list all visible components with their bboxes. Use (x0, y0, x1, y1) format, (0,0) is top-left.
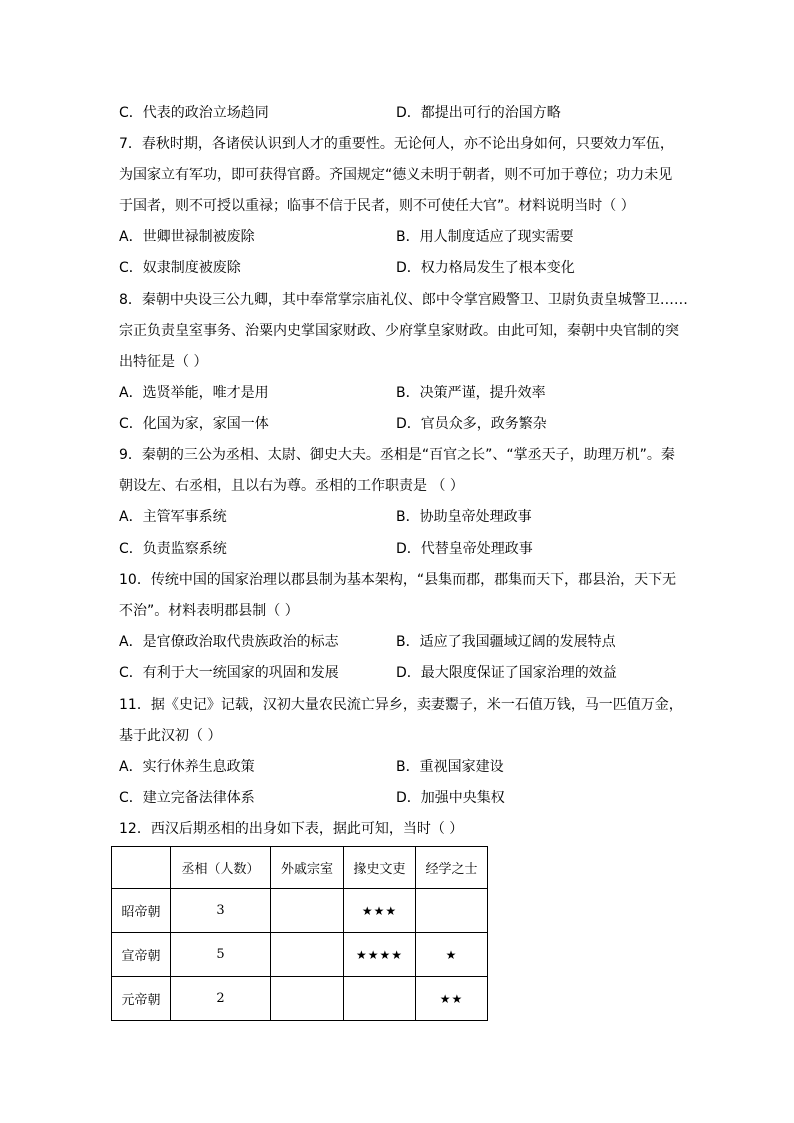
q9-option-d: D．代替皇帝处理政事 (396, 541, 533, 557)
q8-option-a: A．选贤举能，唯才是用 (119, 385, 269, 401)
q11-stem-line-2: 基于此汉初（ ） (119, 728, 222, 744)
table-cell-reign: 元帝朝 (112, 977, 171, 1021)
q9-stem-line-2: 朝设左、右丞相，且以右为尊。丞相的工作职责是 （ ） (119, 478, 464, 494)
q7-option-a: A．世卿世禄制被废除 (119, 229, 255, 245)
table-header-cell: 丞相（人数） (171, 847, 271, 889)
table-cell-stars (416, 889, 488, 933)
q9-option-a: A．主管军事系统 (119, 509, 227, 525)
table-row (112, 889, 488, 933)
table-row (112, 977, 488, 1021)
table-cell (271, 977, 344, 1021)
q7-option-b: B．用人制度适应了现实需要 (396, 229, 574, 245)
q12-stem: 12．西汉后期丞相的出身如下表，据此可知，当时（ ） (119, 821, 464, 837)
q11-option-b: B．重视国家建设 (396, 759, 504, 775)
table-row (112, 933, 488, 977)
table-cell-count: 2 (171, 977, 271, 1021)
table-cell-count: 3 (171, 889, 271, 933)
q7-option-d: D．权力格局发生了根本变化 (396, 260, 575, 276)
q11-stem-line-1: 11．据《史记》记载，汉初大量农民流亡异乡，卖妻鬻子，米一石值万钱，马一匹值万金， (119, 697, 683, 713)
table-header-cell: 外戚宗室 (271, 847, 344, 889)
q8-option-b: B．决策严谨，提升效率 (396, 385, 546, 401)
q6-option-c: C．代表的政治立场趋同 (119, 105, 269, 121)
table-cell-stars: ★★★★ (344, 933, 416, 977)
table-header-row (112, 847, 488, 889)
q7-stem-line-1: 7．春秋时期，各诸侯认识到人才的重要性。无论何人，亦不论出身如何，只要效力军伍， (119, 136, 674, 152)
q11-option-a: A．实行休养生息政策 (119, 759, 255, 775)
q11-option-c: C．建立完备法律体系 (119, 790, 255, 806)
q9-option-b: B．协助皇帝处理政事 (396, 509, 532, 525)
q8-stem-line-2: 宗正负责皇室事务、治粟内史掌国家财政、少府掌皇家财政。由此可知，秦朝中央官制的突 (119, 323, 679, 339)
table-header-cell: 掾史文吏 (344, 847, 416, 889)
q7-stem-line-3: 于国者，则不可授以重禄；临事不信于民者，则不可使任大官”。材料说明当时（ ） (119, 198, 635, 214)
q10-option-a: A．是官僚政治取代贵族政治的标志 (119, 634, 339, 650)
q8-option-c: C．化国为家，家国一体 (119, 416, 269, 432)
q8-stem-line-3: 出特征是（ ） (119, 354, 208, 370)
table-cell-stars: ★ (416, 933, 488, 977)
q8-stem-line-1: 8．秦朝中央设三公九卿，其中奉常掌宗庙礼仪、郎中令掌宫殿警卫、卫尉负责皇城警卫…… (119, 292, 688, 308)
table-cell-reign: 宣帝朝 (112, 933, 171, 977)
q10-option-c: C．有利于大一统国家的巩固和发展 (119, 665, 339, 681)
table-cell (271, 889, 344, 933)
q10-option-d: D．最大限度保证了国家治理的效益 (396, 665, 617, 681)
q9-option-c: C．负责监察系统 (119, 541, 227, 557)
table-cell-stars: ★★★ (344, 889, 416, 933)
table-cell-count: 5 (171, 933, 271, 977)
chancellor-origin-table (111, 846, 488, 1021)
q9-stem-line-1: 9．秦朝的三公为丞相、太尉、御史大夫。丞相是“百官之长”、“掌丞天子，助理万机”。秦 (119, 447, 675, 463)
table-cell-reign: 昭帝朝 (112, 889, 171, 933)
table-cell-stars (344, 977, 416, 1021)
q10-stem-line-2: 不治”。材料表明郡县制（ ） (119, 603, 299, 619)
q10-stem-line-1: 10．传统中国的国家治理以郡县制为基本架构，“县集而郡，郡集而天下，郡县治，天下无 (119, 572, 677, 588)
table-cell-stars: ★★ (416, 977, 488, 1021)
table-header-cell (112, 847, 171, 889)
table-cell (271, 933, 344, 977)
q8-option-d: D．官员众多，政务繁杂 (396, 416, 547, 432)
q7-stem-line-2: 为国家立有军功，即可获得官爵。齐国规定“德义未明于朝者，则不可加于尊位；功力未见 (119, 167, 673, 183)
q6-option-d: D．都提出可行的治国方略 (396, 105, 561, 121)
table-header-cell: 经学之士 (416, 847, 488, 889)
q10-option-b: B．适应了我国疆域辽阔的发展特点 (396, 634, 616, 650)
q7-option-c: C．奴隶制度被废除 (119, 260, 241, 276)
q11-option-d: D．加强中央集权 (396, 790, 505, 806)
